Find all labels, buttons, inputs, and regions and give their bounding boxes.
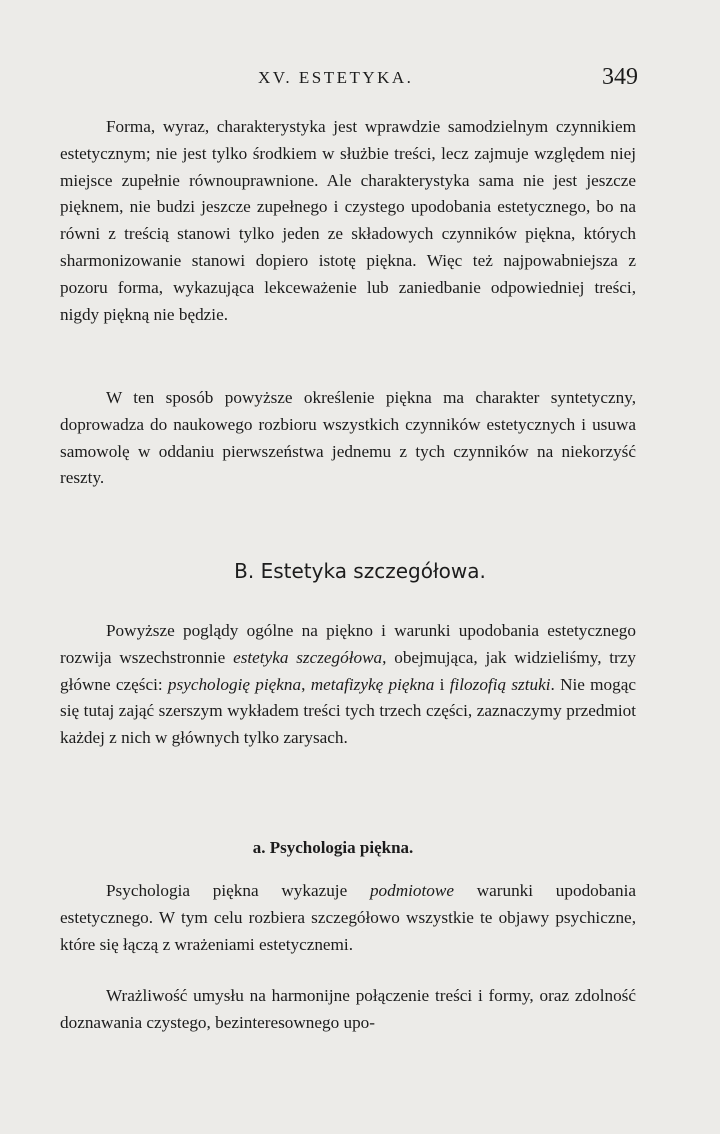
section-heading-b: B. Estetyka szczegółowa.: [234, 559, 486, 583]
text-run: Powyższe poglądy ogólne na piękno i warunki upodobania estetycznego rozwija wszechstronnie: [60, 621, 636, 667]
section-heading-a: a. Psychologia piękna.: [252, 838, 414, 857]
text-run: i: [434, 674, 450, 694]
italic-term: filozofią sztuki: [449, 674, 551, 694]
italic-term: podmiotowe: [369, 881, 454, 900]
paragraph-4: [60, 878, 636, 958]
italic-term: estetyka szczegółowa: [233, 647, 383, 667]
paragraph-3: [60, 618, 636, 752]
text-run: warunki upodobania estetycznego. W tym celu rozbiera szczegółowo wszystkie te objawy psychiczne, które się łączą z wrażeniami estetycznemi.: [60, 881, 636, 954]
text-run: . Nie mogąc się tutaj zająć szerszym wykładem treści tych trzech części, zaznaczymy przedmiot każdej z nich w głównych tylko zarysach.: [60, 674, 636, 748]
italic-term: psychologię piękna: [167, 674, 302, 694]
page-number: 349: [602, 64, 638, 90]
text-run: ,: [301, 674, 311, 694]
paragraph-2: W ten sposób powyższe określenie piękna ma charakter syntetyczny, doprowadza do naukowego rozbioru wszystkich czynników estetycznych i usuwa samowolę w oddaniu pierwszeństwa jednemu z tych czynników na niekorzyść reszty.: [60, 388, 636, 488]
running-title: XV. ESTETYKA.: [258, 68, 414, 87]
page-header: [60, 64, 638, 100]
paragraph-1: Forma, wyraz, charakterystyka jest wprawdzie samodzielnym czynnikiem estetycznym; nie jest tylko środkiem w służbie treści, lecz zajmuje względem niej miejsce zupełnie równouprawnione. Ale charakterystyka sama nie jest jeszcze pięknem, nie budzi jeszcze zupełnego i czystego upodobania estetycznego, bo na równi z treścią stanowi tylko jeden ze składowych czynników piękna, których sharmonizowanie stanowi dopiero istotę piękna. Więc też najpowabniejsza z pozoru forma, wykazująca lekceważenie lub zaniedbanie odpowiedniej treści, nigdy piękną nie będzie.: [60, 117, 636, 324]
italic-term: metafizykę piękna: [310, 674, 435, 694]
text-run: , obejmująca, jak widzieliśmy, trzy główne części:: [60, 647, 636, 694]
paragraph-5: Wrażliwość umysłu na harmonijne połączenie treści i formy, oraz zdolność doznawania czystego, bezinteresownego upo-: [60, 986, 636, 1032]
text-run: Psychologia piękna wykazuje: [106, 881, 370, 900]
